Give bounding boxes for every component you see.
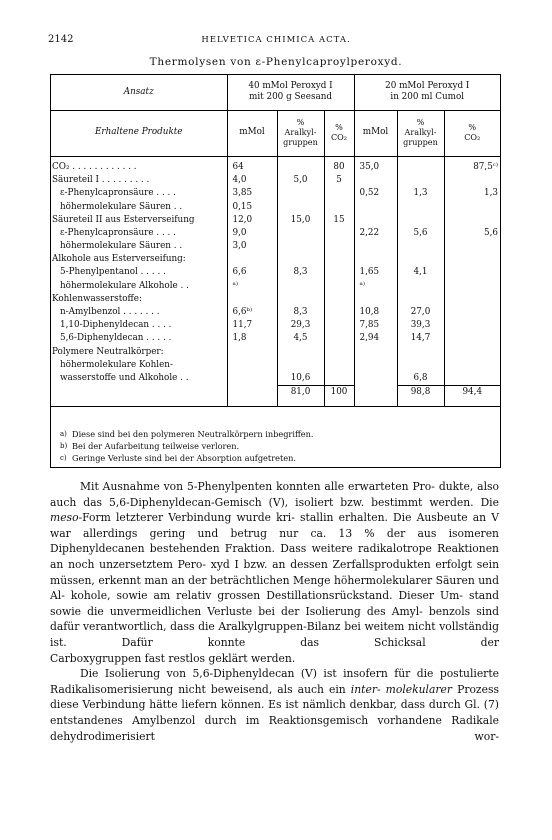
cell-co2-2 — [444, 319, 500, 332]
paragraph-1 — [50, 479, 499, 651]
head-pct: % — [335, 122, 343, 133]
head-aralkyl-line-1: Aralkyl- — [404, 127, 437, 138]
cell-co2-1: 5 — [324, 174, 354, 187]
table-row — [51, 319, 500, 332]
table-row — [51, 201, 500, 214]
footnote-text: Geringe Verluste sind bei der Absorption aufgetreten. — [72, 453, 296, 463]
cell-aralkyl-1: 8,3 — [277, 306, 324, 319]
total-co2-1: 100 — [324, 385, 354, 400]
table-row — [51, 280, 500, 293]
body-text — [50, 479, 499, 744]
head-group-1-line-1: 40 mMol Peroxyd I — [248, 81, 333, 92]
journal-title: HELVETICA CHIMICA ACTA. — [201, 35, 351, 45]
head-mmol-1: mMol — [227, 110, 277, 156]
cell-co2-2: 87,5ᶜ⁾ — [444, 161, 500, 174]
cell-mmol-2 — [354, 372, 397, 385]
row-label: 1,10-Diphenyldecan . . . . — [60, 320, 172, 331]
head-aralkyl-2 — [397, 110, 444, 156]
cell-mmol-2 — [354, 346, 397, 359]
row-label: CO₂ . . . . . . . . . . . . — [52, 161, 137, 172]
table-row — [51, 293, 500, 306]
head-aralkyl-line-2: gruppen — [403, 136, 438, 147]
row-label: ε-Phenylcapronsäure . . . . — [60, 227, 176, 238]
cell-aralkyl-2 — [397, 214, 444, 227]
cell-co2-2 — [444, 332, 500, 345]
cell-mmol-1: 4,0 — [227, 174, 277, 187]
cell-mmol-2: ᵃ⁾ — [354, 280, 397, 293]
text-line: dukte, also auch das 5,6-Diphenyldecan-Gemisch (V), isoliert bzw. — [50, 480, 500, 509]
cell-mmol-2 — [354, 174, 397, 187]
cell-aralkyl-1 — [277, 201, 324, 214]
head-products: Erhaltene Produkte — [51, 110, 227, 156]
head-co2-2 — [444, 110, 500, 156]
cell-aralkyl-1 — [277, 359, 324, 372]
cell-aralkyl-2 — [397, 359, 444, 372]
cell-aralkyl-1 — [277, 240, 324, 253]
cell-mmol-1: 3,0 — [227, 240, 277, 253]
cell-co2-2 — [444, 201, 500, 214]
cell-aralkyl-1: 10,6 — [277, 372, 324, 385]
row-label: ε-Phenylcapronsäure . . . . — [60, 188, 176, 199]
table-row — [51, 227, 500, 240]
paragraph-2 — [50, 666, 499, 744]
cell-co2-2: 1,3 — [444, 187, 500, 200]
cell-co2-2 — [444, 253, 500, 266]
cell-co2-1 — [324, 319, 354, 332]
cell-aralkyl-1: 4,5 — [277, 332, 324, 345]
head-pct: % — [296, 117, 305, 128]
cell-mmol-1: 1,8 — [227, 332, 277, 345]
cell-mmol-1: 6,6 — [227, 267, 277, 280]
head-pct: % — [468, 122, 477, 133]
cell-mmol-2 — [354, 359, 397, 372]
cell-mmol-1: ᵃ⁾ — [227, 280, 277, 293]
cell-mmol-1 — [227, 359, 277, 372]
cell-co2-2 — [444, 293, 500, 306]
totals-row — [51, 385, 500, 400]
cell-aralkyl-1 — [277, 253, 324, 266]
head-co2-label: CO₂ — [330, 132, 348, 142]
cell-aralkyl-2 — [397, 346, 444, 359]
cell-aralkyl-2 — [397, 293, 444, 306]
table-row — [51, 346, 500, 359]
total-aralkyl-2: 98,8 — [397, 385, 444, 400]
row-label: Säureteil I . . . . . . . . . — [52, 175, 150, 186]
text-line: im Reaktionsgemisch vorhandene Radikale dehydrodimerisiert wor- — [50, 713, 499, 743]
cell-mmol-2: 0,52 — [354, 187, 397, 200]
cell-mmol-2 — [354, 293, 397, 306]
cell-co2-2 — [444, 346, 500, 359]
cell-co2-1 — [324, 240, 354, 253]
table-row — [51, 359, 500, 372]
row-label: Säureteil II aus Esterverseifung — [52, 214, 195, 225]
head-ansatz: Ansatz — [51, 75, 227, 110]
cell-aralkyl-1 — [277, 161, 324, 174]
cell-mmol-2: 35,0 — [354, 161, 397, 174]
cell-mmol-1 — [227, 372, 277, 385]
cell-mmol-1: 3,85 — [227, 187, 277, 200]
cell-co2-2 — [444, 240, 500, 253]
footnote-c — [51, 453, 500, 463]
cell-aralkyl-2 — [397, 280, 444, 293]
cell-co2-1 — [324, 293, 354, 306]
cell-mmol-1 — [227, 253, 277, 266]
table-row — [51, 187, 500, 200]
cell-co2-2 — [444, 280, 500, 293]
cell-co2-1 — [324, 201, 354, 214]
table-row — [51, 372, 500, 385]
text-line: benzols sind dafür verantwortlich, dass die Aralkylgruppen-Bilanz — [50, 604, 500, 634]
text-line: bei weitem nicht vollständig ist. Dafür konnte das Schicksal der — [50, 620, 500, 649]
row-label: 5-Phenylpentanol . . . . . — [60, 267, 166, 278]
cell-mmol-2: 10,8 — [354, 306, 397, 319]
cell-mmol-2: 2,22 — [354, 227, 397, 240]
head-group-2-line-2: in 200 ml Cumol — [390, 92, 465, 103]
cell-mmol-2 — [354, 214, 397, 227]
cell-mmol-1: 0,15 — [227, 201, 277, 214]
footnote-b — [51, 441, 500, 451]
table-body — [51, 156, 500, 385]
text-line: bestimmt werden. Die meso-Form letzterer Verbindung wurde kri- — [50, 495, 499, 525]
cell-aralkyl-2 — [397, 240, 444, 253]
cell-aralkyl-1: 8,3 — [277, 267, 324, 280]
italic-word: inter- — [350, 682, 381, 696]
cell-co2-1 — [324, 280, 354, 293]
footnote-mark: b) — [60, 442, 68, 450]
italic-word: molekularer — [385, 682, 453, 696]
cell-mmol-1: 9,0 — [227, 227, 277, 240]
row-label: Polymere Neutralkörper: — [52, 346, 164, 357]
cell-mmol-1 — [227, 346, 277, 359]
cell-co2-2 — [444, 306, 500, 319]
table-row — [51, 253, 500, 266]
footnote-a — [51, 429, 500, 439]
cell-mmol-1: 6,6ᵇ⁾ — [227, 306, 277, 319]
data-table — [51, 75, 500, 407]
cell-co2-1 — [324, 306, 354, 319]
cell-aralkyl-2: 6,8 — [397, 372, 444, 385]
table-title: Thermolysen von ε-Phenylcaproylperoxyd. — [149, 56, 403, 68]
text-line: molekularer Prozess diese Verbindung hätte liefern können. Es ist — [50, 682, 499, 712]
head-group-1-line-2: mit 200 g Seesand — [249, 92, 332, 103]
text-line: stand sowie die unvermeidlichen Verluste bei der Isolierung des Amyl- — [50, 589, 500, 618]
row-label: höhermolekulare Säuren . . — [60, 201, 183, 212]
cell-mmol-2: 7,85 — [354, 319, 397, 332]
cell-mmol-1: 11,7 — [227, 319, 277, 332]
data-table-frame — [50, 74, 501, 468]
table-row — [51, 306, 500, 319]
text-line: Carboxygruppen fast restlos geklärt werden. — [50, 651, 296, 665]
cell-aralkyl-2: 14,7 — [397, 332, 444, 345]
head-aralkyl-line-1: Aralkyl- — [284, 127, 317, 138]
table-row — [51, 332, 500, 345]
head-group-2 — [354, 75, 500, 110]
cell-aralkyl-1 — [277, 293, 324, 306]
paragraph-1-end — [50, 651, 499, 667]
page-number: 2142 — [48, 34, 74, 45]
total-co2-2: 94,4 — [444, 385, 500, 400]
cell-co2-2 — [444, 372, 500, 385]
cell-mmol-2: 2,94 — [354, 332, 397, 345]
footnote-text: Diese sind bei den polymeren Neutralkörpern inbegriffen. — [72, 429, 314, 439]
text-line: xyd I bzw. an dessen Zerfallsprodukten erfolgt sein müssen, erkennt — [50, 557, 500, 587]
cell-co2-2 — [444, 359, 500, 372]
table-row — [51, 240, 500, 253]
cell-co2-1 — [324, 187, 354, 200]
cell-aralkyl-1 — [277, 280, 324, 293]
text-line: man an der beträchtlichen Menge höhermolekularer Säuren und Al- — [50, 573, 499, 603]
cell-aralkyl-1 — [277, 346, 324, 359]
cell-co2-1 — [324, 372, 354, 385]
head-co2-1 — [324, 110, 354, 156]
cell-aralkyl-1 — [277, 187, 324, 200]
cell-aralkyl-2 — [397, 253, 444, 266]
text-line: nämlich denkbar, dass durch Gl. (7) entstandenes Amylbenzol durch — [50, 698, 499, 727]
cell-aralkyl-2: 5,6 — [397, 227, 444, 240]
row-label: Kohlenwasserstoffe: — [52, 293, 142, 304]
row-label: höhermolekulare Säuren . . — [60, 241, 183, 252]
table-row — [51, 267, 500, 280]
table-row — [51, 214, 500, 227]
head-co2-label: CO₂ — [464, 132, 481, 142]
head-aralkyl-1 — [277, 110, 324, 156]
cell-mmol-2 — [354, 240, 397, 253]
footnote-mark: c) — [60, 454, 67, 462]
cell-mmol-1 — [227, 293, 277, 306]
cell-co2-1 — [324, 267, 354, 280]
text-line: postulierte Radikalisomerisierung nicht beweisend, als auch ein inter- — [50, 667, 500, 696]
cell-aralkyl-2 — [397, 201, 444, 214]
cell-co2-2 — [444, 214, 500, 227]
cell-co2-1 — [324, 359, 354, 372]
cell-co2-1: 15 — [324, 214, 354, 227]
cell-aralkyl-2: 1,3 — [397, 187, 444, 200]
cell-co2-1 — [324, 227, 354, 240]
cell-mmol-2 — [354, 201, 397, 214]
cell-co2-1: 80 — [324, 161, 354, 174]
footnote-mark: a) — [60, 430, 67, 438]
head-group-1 — [227, 75, 354, 110]
italic-word: meso — [50, 511, 79, 525]
cell-aralkyl-2 — [397, 174, 444, 187]
cell-aralkyl-1 — [277, 227, 324, 240]
text-line: stallin erhalten. Die Ausbeute an V war allerdings gering und betrug — [50, 511, 499, 540]
running-header — [48, 34, 504, 48]
cell-aralkyl-1: 29,3 — [277, 319, 324, 332]
cell-aralkyl-2: 4,1 — [397, 267, 444, 280]
cell-aralkyl-1: 5,0 — [277, 174, 324, 187]
text-line: nur ca. 13 % der aus isomeren Diphenyldecanen bestehenden Fraktion. — [50, 526, 499, 556]
row-label: höhermolekulare Alkohole . . — [60, 280, 189, 291]
cell-co2-2 — [444, 267, 500, 280]
row-label: n-Amylbenzol . . . . . . . — [60, 307, 160, 318]
cell-co2-2 — [444, 174, 500, 187]
table-row — [51, 161, 500, 174]
cell-aralkyl-1: 15,0 — [277, 214, 324, 227]
cell-aralkyl-2 — [397, 161, 444, 174]
text-line: Die Isolierung von 5,6-Diphenyldecan (V) ist insofern für die — [80, 667, 434, 681]
table-row — [51, 174, 500, 187]
cell-co2-1 — [324, 253, 354, 266]
row-label: Alkohole aus Esterverseifung: — [52, 254, 186, 265]
cell-mmol-2 — [354, 253, 397, 266]
cell-co2-2: 5,6 — [444, 227, 500, 240]
cell-aralkyl-2: 27,0 — [397, 306, 444, 319]
row-label: 5,6-Diphenyldecan . . . . . — [60, 333, 172, 344]
cell-aralkyl-2: 39,3 — [397, 319, 444, 332]
row-label: höhermolekulare Kohlen- — [60, 359, 173, 370]
text-line: Dass weitere radikalotrope Reaktionen an noch unzersetztem Pero- — [50, 542, 499, 571]
cell-mmol-1: 64 — [227, 161, 277, 174]
head-mmol-2: mMol — [354, 110, 397, 156]
cell-co2-1 — [324, 332, 354, 345]
text-line: kohole, sowie am relativ grossen Destillationsrückstand. Dieser Um- — [70, 589, 463, 603]
head-group-2-line-1: 20 mMol Peroxyd I — [385, 81, 470, 92]
cell-mmol-1: 12,0 — [227, 214, 277, 227]
row-label: wasserstoffe und Alkohole . . — [60, 372, 189, 383]
head-aralkyl-line-2: gruppen — [283, 136, 318, 147]
cell-mmol-2: 1,65 — [354, 267, 397, 280]
cell-co2-1 — [324, 346, 354, 359]
head-pct: % — [416, 117, 425, 128]
text-line: Mit Ausnahme von 5-Phenylpenten konnten alle erwarteten Pro- — [80, 480, 435, 493]
total-aralkyl-1: 81,0 — [277, 385, 324, 400]
footnote-text: Bei der Aufarbeitung teilweise verloren. — [72, 441, 240, 451]
